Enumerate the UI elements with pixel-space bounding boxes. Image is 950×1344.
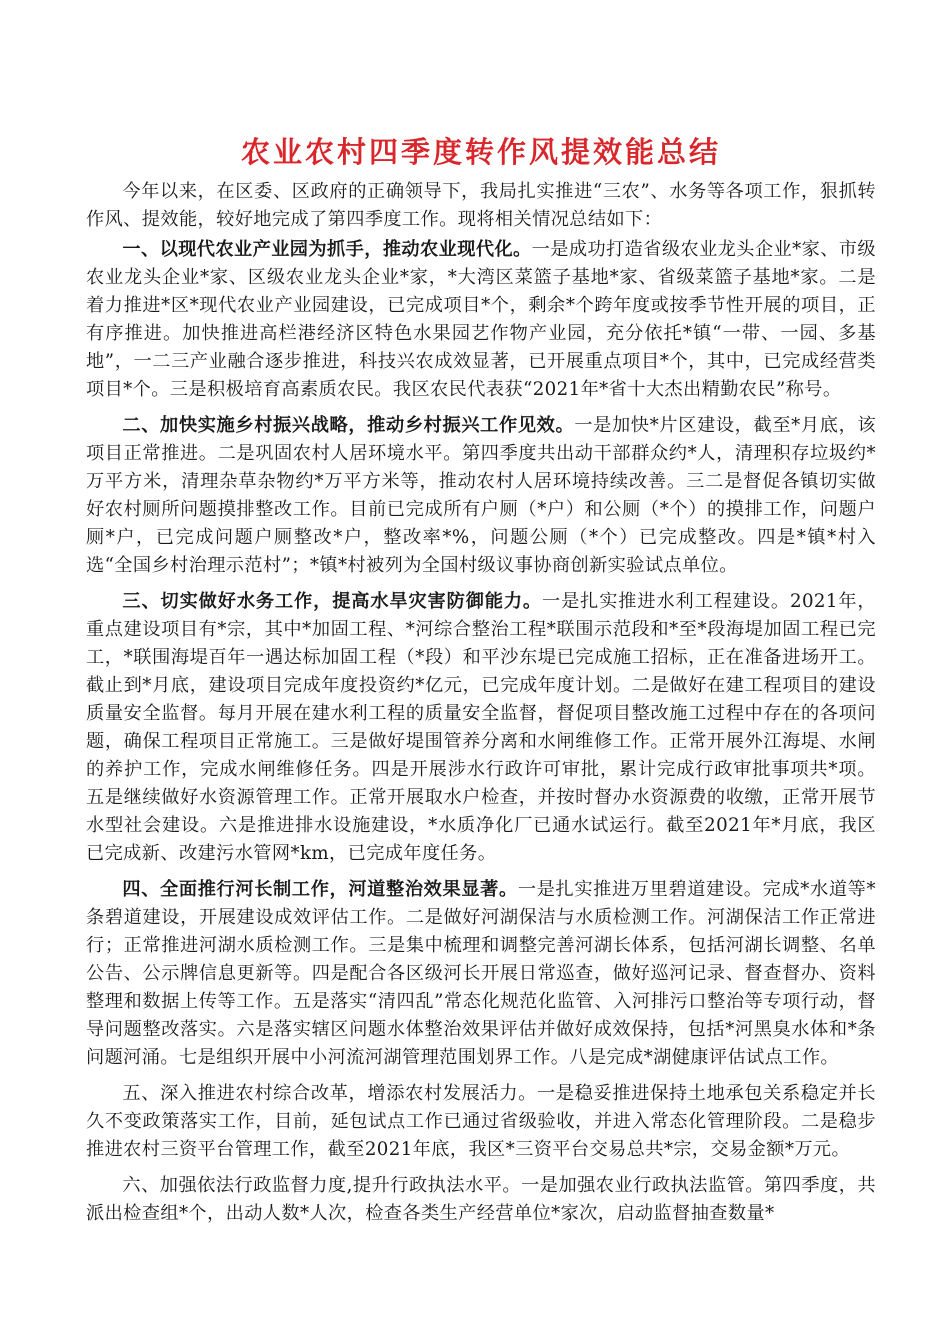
section-5-paragraph — [86, 1080, 876, 1164]
section-6-body: 六、加强依法行政监督力度,提升行政执法水平。一是加强农业行政执法监管。第四季度，共派出检查组*个，出动人数*人次，检查各类生产经营单位*家次，启动监督抽查数量* — [86, 1175, 876, 1224]
section-1-heading: 一、以现代农业产业园为抓手，推动农业现代化。 — [122, 239, 532, 260]
section-3-paragraph — [86, 588, 876, 868]
section-6-paragraph — [86, 1172, 876, 1228]
section-4-paragraph — [86, 876, 876, 1072]
document-title: 农业农村四季度转作风提效能总结 — [240, 135, 721, 169]
section-4-body: 一是扎实推进万里碧道建设。完成*水道等*条碧道建设，开展建设成效评估工作。二是做好河湖保洁与水质检测工作。河湖保洁工作正常进行；正常推进河湖水质检测工作。三是集中梳理和调整完善河湖长体系，包括河湖长调整、名单公告、公示牌信息更新等。四是配合各区级河长开展日常巡查，做好巡河记录、督查督办、资料整理和数据上传等工作。五是落实“清四乱”常态化规范化监管、入河排污口整治等专项行动，督导问题整改落实。六是落实辖区问题水体整治效果评估并做好成效保持，包括*河黑臭水体和*条问题河涌。七是组织开展中小河流河湖管理范围划界工作。八是完成*湖健康评估试点工作。 — [86, 879, 876, 1068]
section-4-heading: 四、全面推行河长制工作，河道整治效果显著。 — [122, 879, 518, 900]
section-2-paragraph — [86, 412, 876, 580]
section-3-heading: 三、切实做好水务工作，提高水旱灾害防御能力。 — [122, 591, 543, 612]
section-1-body: 一是成功打造省级农业龙头企业*家、市级农业龙头企业*家、区级农业龙头企业*家，*大湾区菜篮子基地*家、省级菜篮子基地*家。二是着力推进*区*现代农业产业园建设，已完成项目*个，剩余*个跨年度或按季节性开展的项目，正有序推进。加快推进高栏港经济区特色水果园艺作物产业园，充分依托*镇“一带、一园、多基地”，一二三产业融合逐步推进，科技兴农成效显著，已开展重点项目*个，其中，已完成经营类项目*个。三是积极培育高素质农民。我区农民代表获“2021年*省十大杰出精勤农民”称号。 — [86, 239, 876, 400]
section-2-heading: 二、加快实施乡村振兴战略，推动乡村振兴工作见效。 — [122, 415, 575, 436]
section-2-body: 一是加快*片区建设，截至*月底，该项目正常推进。二是巩固农村人居环境水平。第四季度共出动干部群众约*人，清理积存垃圾约*万平方米，清理杂草杂物约*万平方米等，推动农村人居环境持续改善。三二是督促各镇切实做好农村厕所问题摸排整改工作。目前已完成所有户厕（*户）和公厕（*个）的摸排工作，问题户厕*户，已完成问题户厕整改*户，整改率*%，问题公厕（*个）已完成整改。四是*镇*村入选“全国乡村治理示范村”；*镇*村被列为全国村级议事协商创新实验试点单位。 — [86, 415, 876, 576]
intro-paragraph: 今年以来，在区委、区政府的正确领导下，我局扎实推进“三农”、水务等各项工作，狠抓转作风、提效能，较好地完成了第四季度工作。现将相关情况总结如下： — [86, 181, 876, 230]
section-1-paragraph — [86, 236, 876, 404]
section-5-body: 五、深入推进农村综合改革，增添农村发展活力。一是稳妥推进保持土地承包关系稳定并长久不变政策落实工作，目前，延包试点工作已通过省级验收，并进入常态化管理阶段。二是稳步推进农村三资平台管理工作，截至2021年底，我区*三资平台交易总共*宗，交易金额*万元。 — [86, 1083, 876, 1160]
section-3-body: 一是扎实推进水利工程建设。2021年，重点建设项目有*宗，其中*加固工程、*河综合整治工程*联围示范段和*至*段海堤加固工程已完工，*联围海堤百年一遇达标加固工程（*段）和平沙东堤已完成施工招标，正在准备进场开工。截止到*月底，建设项目完成年度投资约*亿元，已完成年度计划。二是做好在建工程项目的建设质量安全监督。每月开展在建水利工程的质量安全监督，督促项目整改施工过程中存在的各项问题，确保工程项目正常施工。三是做好堤围管养分离和水闸维修工作。正常开展外江海堤、水闸的养护工作，完成水闸维修任务。四是开展涉水行政许可审批，累计完成行政审批事项共*项。五是继续做好水资源管理工作。正常开展取水户检查，并按时督办水资源费的收缴，正常开展节水型社会建设。六是推进排水设施建设，*水质净化厂已通水试运行。截至2021年*月底，我区已完成新、改建污水管网*km，已完成年度任务。 — [86, 591, 876, 864]
document-page — [86, 132, 876, 1236]
